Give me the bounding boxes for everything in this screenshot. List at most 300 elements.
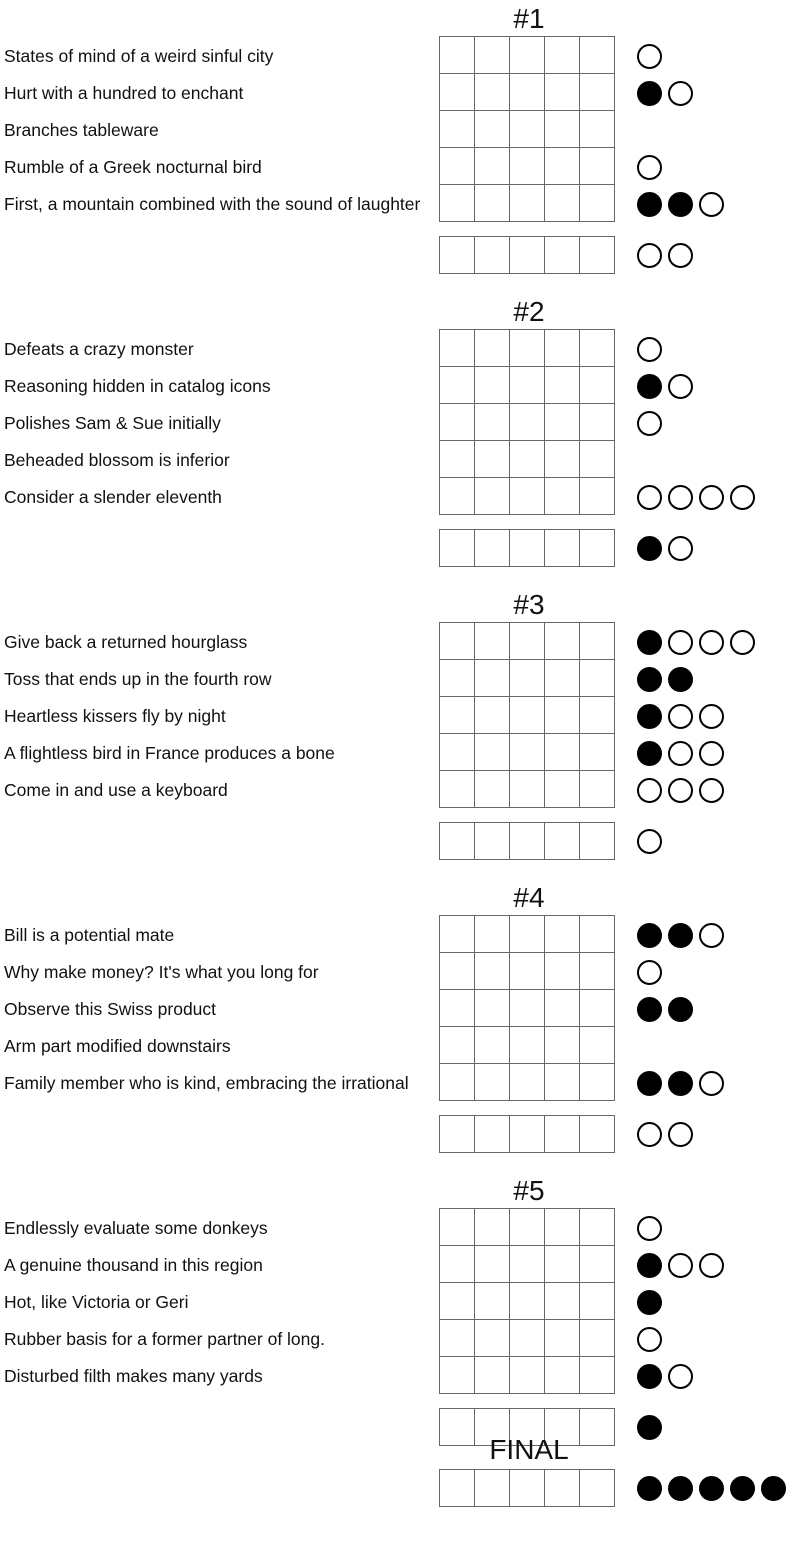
letter-cell[interactable] xyxy=(474,73,510,111)
letter-cell[interactable] xyxy=(474,477,510,515)
clue-text: Defeats a crazy monster xyxy=(4,339,194,359)
clue-row xyxy=(0,916,800,954)
letter-cell[interactable] xyxy=(439,73,475,111)
letter-cell[interactable] xyxy=(439,366,475,404)
letter-cell[interactable] xyxy=(544,989,580,1027)
answer-dots xyxy=(637,1115,699,1153)
letter-cell[interactable] xyxy=(439,822,475,860)
answer-dots xyxy=(637,529,699,567)
letter-cell[interactable] xyxy=(544,1026,580,1064)
letter-cell[interactable] xyxy=(439,184,475,222)
final-answer-row xyxy=(0,1469,800,1507)
letter-cell[interactable] xyxy=(579,1469,615,1507)
empty-circle-icon xyxy=(637,44,662,69)
clue-text: Family member who is kind, embracing the irrational xyxy=(4,1073,409,1093)
letter-cell[interactable] xyxy=(509,1282,545,1320)
letter-cell[interactable] xyxy=(509,440,545,478)
clue-dots xyxy=(637,330,668,368)
filled-circle-icon xyxy=(637,704,662,729)
letter-cell[interactable] xyxy=(474,989,510,1027)
clue-row xyxy=(0,330,800,368)
letter-cell[interactable] xyxy=(474,1469,510,1507)
filled-circle-icon xyxy=(668,923,693,948)
letter-cell[interactable] xyxy=(439,236,475,274)
letter-cell[interactable] xyxy=(509,659,545,697)
letter-cell[interactable] xyxy=(439,1026,475,1064)
letter-cell[interactable] xyxy=(439,1245,475,1283)
filled-circle-icon xyxy=(637,192,662,217)
empty-circle-icon xyxy=(637,1327,662,1352)
letter-cell[interactable] xyxy=(509,1063,545,1101)
letter-cell[interactable] xyxy=(544,1282,580,1320)
empty-circle-icon xyxy=(699,485,724,510)
letter-cell[interactable] xyxy=(544,770,580,808)
letter-cell[interactable] xyxy=(579,733,615,771)
letter-cell[interactable] xyxy=(544,73,580,111)
clue-dots xyxy=(637,1246,730,1284)
letter-cell[interactable] xyxy=(544,366,580,404)
clue-grid xyxy=(439,330,615,367)
letter-cell[interactable] xyxy=(544,477,580,515)
filled-circle-icon xyxy=(637,667,662,692)
letter-cell[interactable] xyxy=(544,1319,580,1357)
answer-grid xyxy=(439,1115,615,1153)
clue-row xyxy=(0,1209,800,1247)
final-answer-dots xyxy=(637,1469,792,1507)
letter-cell[interactable] xyxy=(579,440,615,478)
letter-cell[interactable] xyxy=(439,696,475,734)
letter-cell[interactable] xyxy=(509,73,545,111)
letter-cell[interactable] xyxy=(439,915,475,953)
letter-cell[interactable] xyxy=(474,659,510,697)
letter-cell[interactable] xyxy=(509,770,545,808)
filled-circle-icon xyxy=(668,192,693,217)
answer-dots xyxy=(637,822,668,860)
letter-cell[interactable] xyxy=(474,1319,510,1357)
empty-circle-icon xyxy=(637,337,662,362)
letter-cell[interactable] xyxy=(509,403,545,441)
clue-row xyxy=(0,953,800,991)
clue-dots xyxy=(637,1209,668,1247)
clue-row xyxy=(0,660,800,698)
clue-dots xyxy=(637,734,730,772)
empty-circle-icon xyxy=(668,778,693,803)
filled-circle-icon xyxy=(668,667,693,692)
clue-row xyxy=(0,441,800,479)
clue-text: A genuine thousand in this region xyxy=(4,1255,263,1275)
clue-row xyxy=(0,1320,800,1358)
letter-cell[interactable] xyxy=(544,329,580,367)
letter-cell[interactable] xyxy=(474,915,510,953)
letter-cell[interactable] xyxy=(439,659,475,697)
letter-cell[interactable] xyxy=(509,915,545,953)
empty-circle-icon xyxy=(730,630,755,655)
letter-cell[interactable] xyxy=(439,989,475,1027)
letter-cell[interactable] xyxy=(544,110,580,148)
letter-cell[interactable] xyxy=(474,184,510,222)
answer-row xyxy=(0,822,800,860)
letter-cell[interactable] xyxy=(439,477,475,515)
letter-cell[interactable] xyxy=(509,529,545,567)
filled-circle-icon xyxy=(761,1476,786,1501)
empty-circle-icon xyxy=(699,741,724,766)
filled-circle-icon xyxy=(637,1476,662,1501)
clue-row xyxy=(0,148,800,186)
answer-row xyxy=(0,1115,800,1153)
letter-cell[interactable] xyxy=(544,915,580,953)
empty-circle-icon xyxy=(637,411,662,436)
clue-grid xyxy=(439,111,615,148)
clue-dots xyxy=(637,74,699,112)
empty-circle-icon xyxy=(668,485,693,510)
letter-cell[interactable] xyxy=(474,147,510,185)
letter-cell[interactable] xyxy=(474,1115,510,1153)
letter-cell[interactable] xyxy=(439,1356,475,1394)
letter-cell[interactable] xyxy=(439,403,475,441)
letter-cell[interactable] xyxy=(509,236,545,274)
letter-cell[interactable] xyxy=(474,1208,510,1246)
letter-cell[interactable] xyxy=(439,622,475,660)
clue-row xyxy=(0,1027,800,1065)
letter-cell[interactable] xyxy=(509,147,545,185)
filled-circle-icon xyxy=(730,1476,755,1501)
letter-cell[interactable] xyxy=(474,1356,510,1394)
letter-cell[interactable] xyxy=(544,659,580,697)
empty-circle-icon xyxy=(668,243,693,268)
clue-dots xyxy=(637,1357,699,1395)
clue-text: First, a mountain combined with the sound of laughter xyxy=(4,194,421,214)
letter-cell[interactable] xyxy=(544,529,580,567)
clue-grid xyxy=(439,478,615,515)
letter-cell[interactable] xyxy=(474,733,510,771)
clue-grid xyxy=(439,771,615,808)
letter-cell[interactable] xyxy=(579,1063,615,1101)
letter-cell[interactable] xyxy=(544,36,580,74)
clue-row xyxy=(0,1064,800,1102)
clue-grid xyxy=(439,1027,615,1064)
letter-cell[interactable] xyxy=(509,822,545,860)
clue-grid xyxy=(439,623,615,660)
letter-cell[interactable] xyxy=(439,1063,475,1101)
letter-cell[interactable] xyxy=(509,1319,545,1357)
clue-text: Rumble of a Greek nocturnal bird xyxy=(4,157,262,177)
clue-dots xyxy=(637,1283,668,1321)
letter-cell[interactable] xyxy=(544,696,580,734)
empty-circle-icon xyxy=(637,485,662,510)
clue-dots xyxy=(637,367,699,405)
letter-cell[interactable] xyxy=(474,440,510,478)
letter-cell[interactable] xyxy=(509,477,545,515)
letter-cell[interactable] xyxy=(579,529,615,567)
filled-circle-icon xyxy=(637,1071,662,1096)
clue-dots xyxy=(637,916,730,954)
empty-circle-icon xyxy=(637,1216,662,1241)
clue-dots xyxy=(637,697,730,735)
letter-cell[interactable] xyxy=(474,822,510,860)
letter-cell[interactable] xyxy=(474,36,510,74)
letter-cell[interactable] xyxy=(544,733,580,771)
clue-text: States of mind of a weird sinful city xyxy=(4,46,274,66)
clue-text: Why make money? It's what you long for xyxy=(4,962,319,982)
letter-cell[interactable] xyxy=(579,1245,615,1283)
clue-text: Give back a returned hourglass xyxy=(4,632,248,652)
letter-cell[interactable] xyxy=(579,622,615,660)
empty-circle-icon xyxy=(668,81,693,106)
letter-cell[interactable] xyxy=(544,822,580,860)
letter-cell[interactable] xyxy=(509,184,545,222)
empty-circle-icon xyxy=(668,1253,693,1278)
clue-grid xyxy=(439,404,615,441)
clue-dots xyxy=(637,990,699,1028)
clue-grid xyxy=(439,148,615,185)
clue-grid xyxy=(439,953,615,990)
puzzle-title: #5 xyxy=(513,1175,545,1206)
letter-cell[interactable] xyxy=(509,329,545,367)
clue-row xyxy=(0,771,800,809)
letter-cell[interactable] xyxy=(474,952,510,990)
letter-cell[interactable] xyxy=(544,1356,580,1394)
letter-cell[interactable] xyxy=(439,110,475,148)
clue-dots xyxy=(637,1064,730,1102)
letter-cell[interactable] xyxy=(509,1115,545,1153)
letter-cell[interactable] xyxy=(474,770,510,808)
clue-row xyxy=(0,1246,800,1284)
letter-cell[interactable] xyxy=(544,184,580,222)
empty-circle-icon xyxy=(637,1122,662,1147)
letter-cell[interactable] xyxy=(474,403,510,441)
letter-cell[interactable] xyxy=(544,1469,580,1507)
letter-cell[interactable] xyxy=(579,1026,615,1064)
answer-row xyxy=(0,1408,800,1446)
clue-dots xyxy=(637,771,730,809)
answer-row xyxy=(0,236,800,274)
letter-cell[interactable] xyxy=(474,1245,510,1283)
letter-cell[interactable] xyxy=(509,989,545,1027)
letter-cell[interactable] xyxy=(474,696,510,734)
filled-circle-icon xyxy=(668,1071,693,1096)
letter-cell[interactable] xyxy=(439,733,475,771)
letter-cell[interactable] xyxy=(579,184,615,222)
clue-text: Polishes Sam & Sue initially xyxy=(4,413,221,433)
filled-circle-icon xyxy=(699,1476,724,1501)
clue-grid xyxy=(439,1320,615,1357)
letter-cell[interactable] xyxy=(579,1319,615,1357)
letter-cell[interactable] xyxy=(579,1208,615,1246)
empty-circle-icon xyxy=(637,960,662,985)
letter-cell[interactable] xyxy=(509,622,545,660)
letter-cell[interactable] xyxy=(439,1469,475,1507)
empty-circle-icon xyxy=(637,829,662,854)
letter-cell[interactable] xyxy=(579,989,615,1027)
clue-dots xyxy=(637,148,668,186)
clue-dots xyxy=(637,623,761,661)
letter-cell[interactable] xyxy=(579,477,615,515)
letter-cell[interactable] xyxy=(509,366,545,404)
clue-row xyxy=(0,37,800,75)
letter-cell[interactable] xyxy=(439,1282,475,1320)
clue-dots xyxy=(637,478,761,516)
letter-cell[interactable] xyxy=(544,1063,580,1101)
clue-grid xyxy=(439,37,615,74)
clue-grid xyxy=(439,1209,615,1246)
letter-cell[interactable] xyxy=(544,622,580,660)
clue-row xyxy=(0,367,800,405)
final-title: FINAL xyxy=(489,1434,569,1465)
letter-cell[interactable] xyxy=(579,147,615,185)
puzzle-title: #4 xyxy=(513,882,545,913)
clue-text: Arm part modified downstairs xyxy=(4,1036,231,1056)
letter-cell[interactable] xyxy=(474,1282,510,1320)
clue-grid xyxy=(439,697,615,734)
clue-text: Hurt with a hundred to enchant xyxy=(4,83,244,103)
clue-row xyxy=(0,734,800,772)
letter-cell[interactable] xyxy=(439,1319,475,1357)
letter-cell[interactable] xyxy=(579,915,615,953)
letter-cell[interactable] xyxy=(579,403,615,441)
clue-grid xyxy=(439,916,615,953)
clue-row xyxy=(0,623,800,661)
letter-cell[interactable] xyxy=(579,659,615,697)
empty-circle-icon xyxy=(699,704,724,729)
clue-grid xyxy=(439,441,615,478)
filled-circle-icon xyxy=(637,536,662,561)
clue-grid xyxy=(439,734,615,771)
clue-grid xyxy=(439,1064,615,1101)
filled-circle-icon xyxy=(637,1253,662,1278)
letter-cell[interactable] xyxy=(579,110,615,148)
empty-circle-icon xyxy=(637,243,662,268)
letter-cell[interactable] xyxy=(474,236,510,274)
clue-row xyxy=(0,185,800,223)
letter-cell[interactable] xyxy=(474,329,510,367)
filled-circle-icon xyxy=(637,923,662,948)
letter-cell[interactable] xyxy=(509,1469,545,1507)
clue-grid xyxy=(439,660,615,697)
letter-cell[interactable] xyxy=(579,696,615,734)
clue-text: Hot, like Victoria or Geri xyxy=(4,1292,189,1312)
empty-circle-icon xyxy=(668,630,693,655)
filled-circle-icon xyxy=(637,741,662,766)
letter-cell[interactable] xyxy=(579,36,615,74)
letter-cell[interactable] xyxy=(509,1356,545,1394)
letter-cell[interactable] xyxy=(544,1208,580,1246)
clue-text: Reasoning hidden in catalog icons xyxy=(4,376,271,396)
filled-circle-icon xyxy=(637,374,662,399)
letter-cell[interactable] xyxy=(544,1245,580,1283)
letter-cell[interactable] xyxy=(579,329,615,367)
clue-dots xyxy=(637,660,699,698)
empty-circle-icon xyxy=(668,374,693,399)
letter-cell[interactable] xyxy=(579,1356,615,1394)
clue-text: Heartless kissers fly by night xyxy=(4,706,226,726)
letter-cell[interactable] xyxy=(544,440,580,478)
clue-grid xyxy=(439,185,615,222)
empty-circle-icon xyxy=(699,1071,724,1096)
letter-cell[interactable] xyxy=(439,1115,475,1153)
letter-cell[interactable] xyxy=(439,952,475,990)
empty-circle-icon xyxy=(668,704,693,729)
answer-row xyxy=(0,529,800,567)
letter-cell[interactable] xyxy=(474,110,510,148)
letter-cell[interactable] xyxy=(544,236,580,274)
letter-cell[interactable] xyxy=(439,147,475,185)
clue-row xyxy=(0,697,800,735)
letter-cell[interactable] xyxy=(509,952,545,990)
letter-cell[interactable] xyxy=(579,1282,615,1320)
letter-cell[interactable] xyxy=(579,952,615,990)
clue-grid xyxy=(439,367,615,404)
letter-cell[interactable] xyxy=(439,770,475,808)
clue-dots xyxy=(637,404,668,442)
letter-cell[interactable] xyxy=(509,1245,545,1283)
letter-cell[interactable] xyxy=(579,822,615,860)
clue-text: Come in and use a keyboard xyxy=(4,780,228,800)
empty-circle-icon xyxy=(699,1253,724,1278)
letter-cell[interactable] xyxy=(439,329,475,367)
letter-cell[interactable] xyxy=(579,73,615,111)
empty-circle-icon xyxy=(699,778,724,803)
letter-cell[interactable] xyxy=(579,236,615,274)
empty-circle-icon xyxy=(699,192,724,217)
letter-cell[interactable] xyxy=(474,1063,510,1101)
letter-cell[interactable] xyxy=(509,696,545,734)
filled-circle-icon xyxy=(637,997,662,1022)
letter-cell[interactable] xyxy=(474,529,510,567)
answer-grid xyxy=(439,529,615,567)
letter-cell[interactable] xyxy=(474,622,510,660)
clue-text: Observe this Swiss product xyxy=(4,999,217,1019)
letter-cell[interactable] xyxy=(579,366,615,404)
letter-cell[interactable] xyxy=(579,1115,615,1153)
letter-cell[interactable] xyxy=(544,952,580,990)
letter-cell[interactable] xyxy=(439,440,475,478)
clue-dots xyxy=(637,1320,668,1358)
letter-cell[interactable] xyxy=(579,770,615,808)
letter-cell[interactable] xyxy=(544,403,580,441)
letter-cell[interactable] xyxy=(509,110,545,148)
letter-cell[interactable] xyxy=(439,529,475,567)
letter-cell[interactable] xyxy=(544,147,580,185)
filled-circle-icon xyxy=(668,997,693,1022)
clue-text: Endlessly evaluate some donkeys xyxy=(4,1218,268,1238)
empty-circle-icon xyxy=(668,536,693,561)
letter-cell[interactable] xyxy=(509,36,545,74)
letter-cell[interactable] xyxy=(439,1208,475,1246)
final-answer-grid xyxy=(439,1469,615,1507)
filled-circle-icon xyxy=(637,1364,662,1389)
clue-grid xyxy=(439,1283,615,1320)
empty-circle-icon xyxy=(730,485,755,510)
letter-cell[interactable] xyxy=(509,733,545,771)
letter-cell[interactable] xyxy=(474,1026,510,1064)
puzzle-title: #1 xyxy=(513,3,545,34)
clue-row xyxy=(0,1357,800,1395)
clue-grid xyxy=(439,1357,615,1394)
letter-cell[interactable] xyxy=(474,366,510,404)
answer-dots xyxy=(637,236,699,274)
clue-text: Toss that ends up in the fourth row xyxy=(4,669,272,689)
clue-text: Branches tableware xyxy=(4,120,159,140)
empty-circle-icon xyxy=(668,741,693,766)
answer-grid xyxy=(439,822,615,860)
clue-row xyxy=(0,74,800,112)
clue-row xyxy=(0,111,800,149)
letter-cell[interactable] xyxy=(544,1115,580,1153)
letter-cell[interactable] xyxy=(439,36,475,74)
clue-row xyxy=(0,404,800,442)
letter-cell[interactable] xyxy=(509,1026,545,1064)
letter-cell[interactable] xyxy=(509,1208,545,1246)
